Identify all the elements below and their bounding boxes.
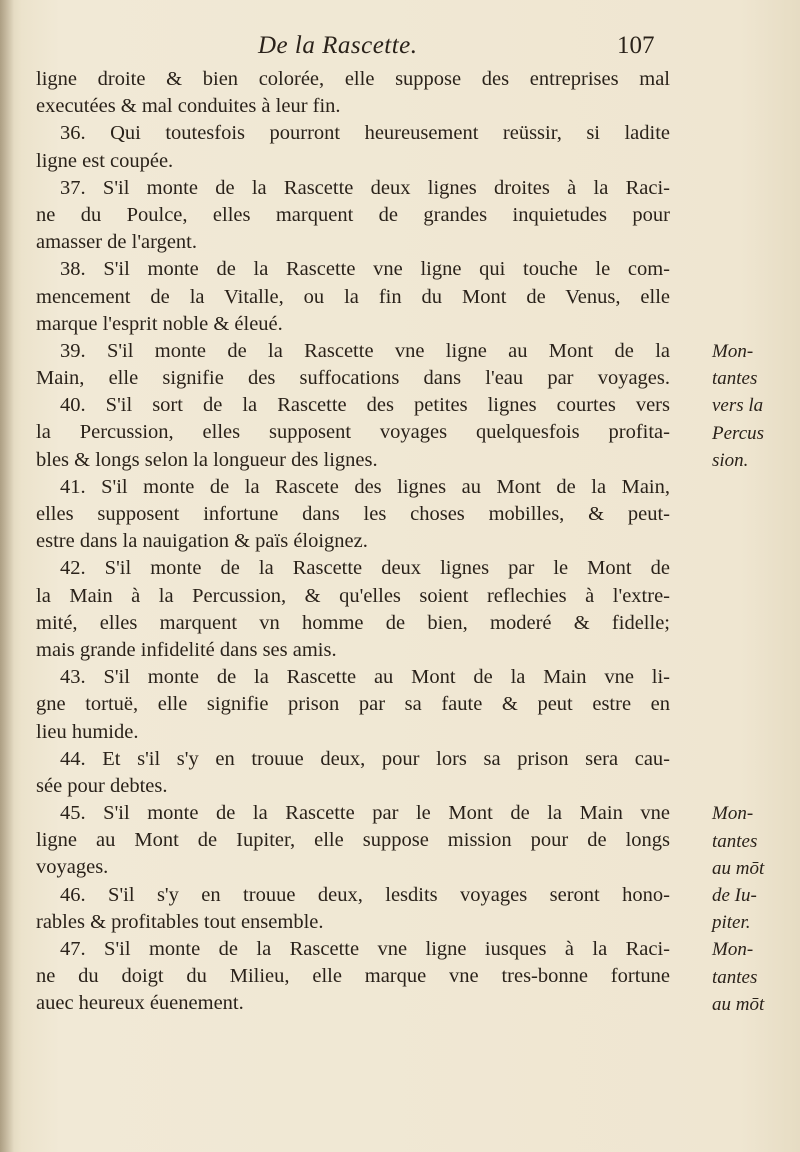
text-line: mité, elles marquent vn homme de bien, moderé & fidelle; bbox=[36, 611, 670, 634]
text-line: 36. Qui toutesfois pourront heureusement reüssir, si ladite bbox=[60, 122, 670, 145]
text-line: ne du Poulce, elles marquent de grandes inquietudes pour bbox=[36, 203, 670, 226]
margin-note: de Iu- bbox=[712, 885, 757, 906]
text-line: ligne est coupée. bbox=[36, 149, 174, 172]
text-line: mencement de la Vitalle, ou la fin du Mont de Venus, elle bbox=[36, 285, 670, 308]
text-line: estre dans la nauigation & païs éloignez. bbox=[36, 530, 368, 553]
text-line: gne tortuë, elle signifie prison par sa faute & peut estre en bbox=[36, 693, 670, 716]
text-line: Main, elle signifie des suffocations dans l'eau par voyages. bbox=[36, 367, 670, 390]
text-line: mais grande infidelité dans ses amis. bbox=[36, 638, 337, 661]
text-line: auec heureux éuenement. bbox=[36, 992, 244, 1015]
text-line: 39. S'il monte de la Rascette vne ligne au Mont de la bbox=[60, 339, 670, 362]
margin-note: tantes bbox=[712, 830, 758, 852]
text-line: 44. Et s'il s'y en trouue deux, pour lors sa prison sera cau- bbox=[60, 747, 670, 770]
text-line: 37. S'il monte de la Rascette deux lignes droites à la Raci- bbox=[60, 176, 670, 199]
margin-note: au mōt bbox=[712, 993, 765, 1015]
text-line: marque l'esprit noble & éleué. bbox=[36, 312, 283, 335]
text-line: voyages. bbox=[36, 856, 109, 879]
text-line: 38. S'il monte de la Rascette vne ligne qui touche le com- bbox=[60, 258, 670, 281]
text-line: elles supposent infortune dans les choses mobilles, & peut- bbox=[36, 503, 670, 525]
text-line: ligne au Mont de Iupiter, elle suppose mission pour de longs bbox=[36, 829, 670, 852]
margin-note: Mon- bbox=[712, 939, 754, 961]
body-text bbox=[36, 66, 765, 1018]
text-line: sée pour debtes. bbox=[36, 774, 168, 797]
margin-note: tantes bbox=[712, 966, 758, 988]
margin-note: Mon- bbox=[712, 803, 754, 825]
text-line: ligne droite & bien colorée, elle suppose des entreprises mal bbox=[36, 68, 670, 90]
page-number: 107 bbox=[617, 32, 655, 59]
text-line: ne du doigt du Milieu, elle marque vne tres-bonne fortune bbox=[36, 965, 670, 988]
text-line: executées & mal conduites à leur fin. bbox=[36, 95, 341, 118]
text-line: 41. S'il monte de la Rascete des lignes au Mont de la Main, bbox=[60, 475, 670, 498]
text-line: 47. S'il monte de la Rascette vne ligne iusques à la Raci- bbox=[60, 938, 670, 960]
margin-note: Percus bbox=[712, 422, 765, 444]
page-header bbox=[0, 30, 800, 66]
text-line: 45. S'il monte de la Rascette par le Mont de la Main vne bbox=[60, 802, 670, 825]
margin-note: au mōt bbox=[712, 857, 765, 879]
running-title: De la Rascette. bbox=[258, 32, 418, 59]
text-line: la Percussion, elles supposent voyages quelquesfois profita- bbox=[36, 421, 670, 444]
margin-note: tantes bbox=[712, 368, 758, 390]
text-line: la Main à la Percussion, & qu'elles soient reflechies à l'extre- bbox=[36, 584, 670, 607]
margin-note: piter. bbox=[712, 912, 751, 934]
text-line: 43. S'il monte de la Rascette au Mont de la Main vne li- bbox=[60, 666, 670, 689]
text-line: 42. S'il monte de la Rascette deux lignes par le Mont de bbox=[60, 557, 670, 580]
margin-note: vers la bbox=[712, 395, 764, 417]
margin-note: sion. bbox=[712, 449, 749, 471]
text-line: bles & longs selon la longueur des lignes. bbox=[36, 448, 378, 471]
text-line: rables & profitables tout ensemble. bbox=[36, 910, 324, 933]
margin-note: Mon- bbox=[712, 341, 754, 362]
gutter-shadow bbox=[0, 0, 14, 1152]
text-line: 46. S'il s'y en trouue deux, lesdits voyages seront hono- bbox=[60, 883, 670, 906]
text-line: 40. S'il sort de la Rascette des petites lignes courtes vers bbox=[60, 394, 670, 417]
text-line: amasser de l'argent. bbox=[36, 231, 197, 254]
text-line: lieu humide. bbox=[36, 720, 139, 743]
